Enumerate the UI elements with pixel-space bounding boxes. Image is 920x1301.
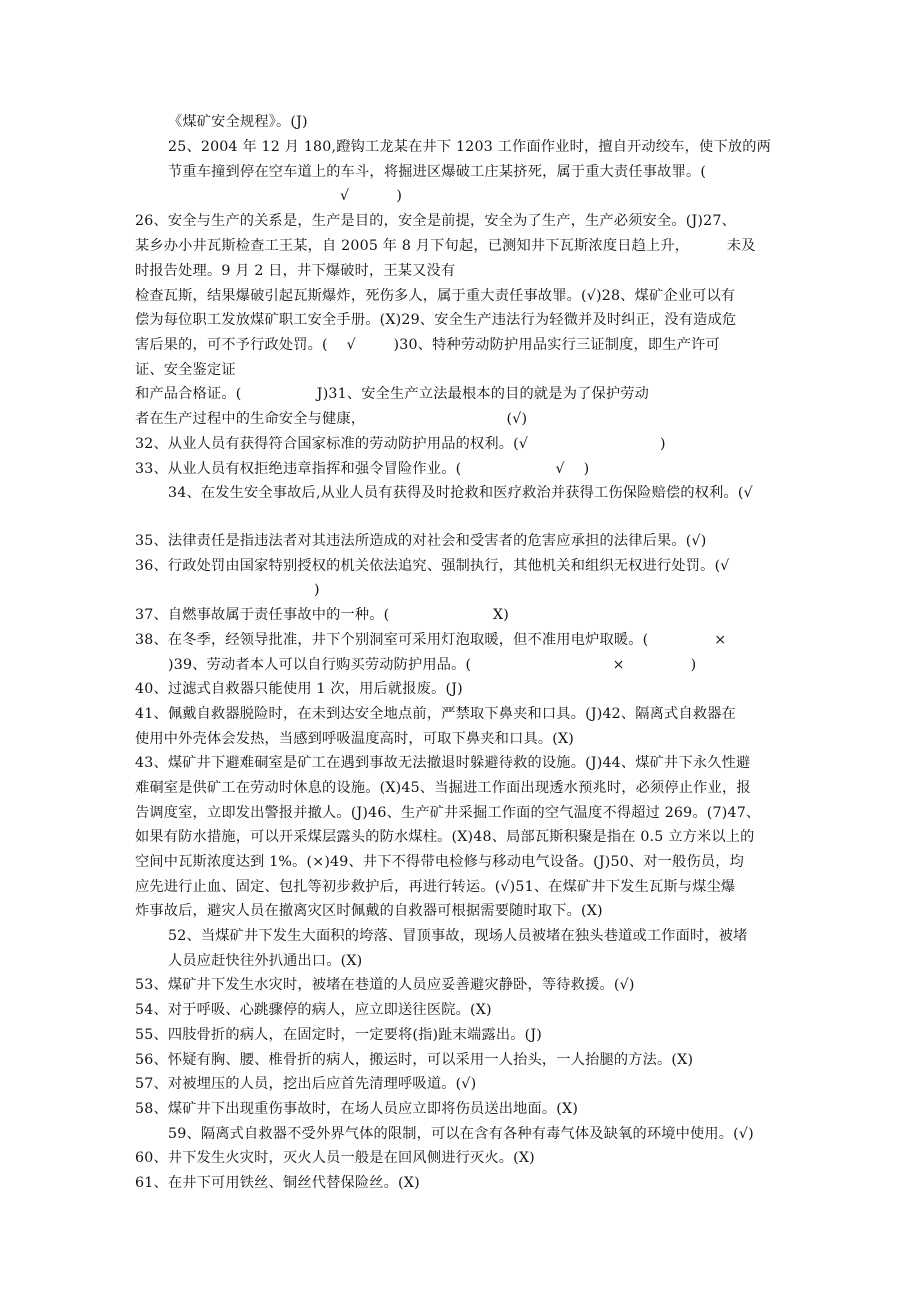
text-line: 难硐室是供矿工在劳动时休息的设施。(X)45、当掘进工作面出现透水预兆时，必须停止作业，报: [135, 780, 751, 796]
text-line: 32、从业人员有获得符合国家标准的劳动防护用品的权利。(√ ): [135, 436, 666, 452]
text-line: 53、煤矿井下发生水灾时，被堵在巷道的人员应妥善避灾静卧，等待救援。(√): [135, 977, 635, 993]
text-line: 告调度室，立即发出警报并撤人。(J)46、生产矿井采掘工作面的空气温度不得超过 269。(7)47、: [135, 805, 761, 821]
text-line: 者在生产过程中的生命安全与健康， (√): [135, 411, 528, 427]
text-line: 38、在冬季，经领导批准，井下个别洞室可采用灯泡取暖，但不准用电炉取暖。( ×: [135, 632, 727, 648]
text-line: 时报告处理。9 月 2 日，井下爆破时，王某又没有: [135, 263, 456, 279]
text-line: 57、对被埋压的人员，挖出后应首先清理呼吸道。(√): [135, 1076, 477, 1092]
text-line: 52、当煤矿井下发生大面积的垮落、冒顶事故，现场人员被堵在独头巷道或工作面时，被堵: [168, 928, 748, 944]
text-line: 应先进行止血、固定、包扎等初步救护后，再进行转运。(√)51、在煤矿井下发生瓦斯与煤尘爆: [135, 879, 736, 895]
text-line: ): [314, 582, 320, 598]
text-line: 56、怀疑有胸、腰、椎骨折的病人，搬运时，可以采用一人抬头，一人抬腿的方法。(X): [135, 1052, 694, 1068]
text-line: 25、2004 年 12 月 180,蹬钩工龙某在井下 1203 工作面作业时，擅自开动绞车，使下放的两: [168, 139, 771, 155]
text-line: 43、煤矿井下避难硐室是矿工在遇到事故无法撤退时躲避待救的设施。(J)44、煤矿井下永久性避: [135, 755, 751, 771]
text-line: 如果有防水措施，可以开采煤层露头的防水煤柱。(X)48、局部瓦斯积聚是指在 0.5 立方米以上的: [135, 829, 755, 845]
text-line: 《煤矿安全规程》。(J): [168, 114, 308, 130]
text-line: 证、安全鉴定证: [135, 362, 236, 378]
text-line: 54、对于呼吸、心跳骤停的病人，应立即送往医院。(X): [135, 1002, 492, 1018]
text-line: 偿为每位职工发放煤矿职工安全手册。(X)29、安全生产违法行为轻微并及时纠正，没有造成危: [135, 312, 737, 328]
text-line: 节重车撞到停在空车道上的车斗，将掘进区爆破工庄某挤死，属于重大责任事故罪。(: [168, 164, 707, 180]
text-line: 58、煤矿井下出现重伤事故时，在场人员应立即将伤员送出地面。(X): [135, 1101, 579, 1117]
text-line: 炸事故后，避灾人员在撤离灾区时佩戴的自救器可根据需要随时取下。(X): [135, 903, 603, 919]
text-line: 61、在井下可用铁丝、铜丝代替保险丝。(X): [135, 1175, 420, 1191]
text-line: 检查瓦斯，结果爆破引起瓦斯爆炸，死伤多人，属于重大责任事故罪。(√)28、煤矿企业可以有: [135, 288, 736, 304]
text-line: 55、四肢骨折的病人，在固定时，一定要将(指)趾末端露出。(J): [135, 1027, 542, 1043]
text-line: 60、井下发生火灾时，灭火人员一般是在回风侧进行灭火。(X): [135, 1150, 535, 1166]
text-line: 36、行政处罚由国家特别授权的机关依法追究、强制执行，其他机关和组织无权进行处罚。(√: [135, 558, 730, 574]
text-line: 使用中外壳体会发热，当感到呼吸温度高时，可取下鼻夹和口具。(X): [135, 731, 575, 747]
text-line: 33、从业人员有权拒绝违章指挥和强令冒险作业。( √ ): [135, 461, 590, 477]
text-line: √ ): [340, 188, 403, 204]
text-line: 和产品合格证。( J)31、安全生产立法最根本的目的就是为了保护劳动: [135, 386, 650, 402]
text-line: 空间中瓦斯浓度达到 1%。(×)49、井下不得带电检修与移动电气设备。(J)50、对一般伤员，均: [135, 854, 745, 870]
text-line: 59、隔离式自救器不受外界气体的限制，可以在含有各种有毒气体及缺氧的环境中使用。(√): [168, 1126, 754, 1142]
text-line: 34、在发生安全事故后,从业人员有获得及时抢救和医疗救治并获得工伤保险赔偿的权利。(√: [168, 485, 753, 501]
text-line: 41、佩戴自救器脱险时，在未到达安全地点前，严禁取下鼻夹和口具。(J)42、隔离式自救器在: [135, 706, 736, 722]
text-line: 害后果的，可不予行政处罚。( √ )30、特种劳动防护用品实行三证制度，即生产许可: [135, 337, 720, 353]
text-line: 37、自燃事故属于责任事故中的一种。( X): [135, 607, 510, 623]
text-line: 35、法律责任是指违法者对其违法所造成的对社会和受害者的危害应承担的法律后果。(√): [135, 533, 707, 549]
text-line: 26、安全与生产的关系是，生产是目的，安全是前提，安全为了生产，生产必须安全。(J)27、: [135, 213, 736, 229]
text-line: )39、劳动者本人可以自行购买劳动防护用品。( × ): [168, 657, 697, 673]
text-line: 人员应赶快往外扒通出口。(X): [168, 953, 363, 969]
text-line: 某乡办小井瓦斯检查工王某，自 2005 年 8 月下旬起，已测知井下瓦斯浓度日趋上升， 未及: [135, 238, 756, 254]
text-line: 40、过滤式自救器只能使用 1 次，用后就报废。(J): [135, 681, 463, 697]
